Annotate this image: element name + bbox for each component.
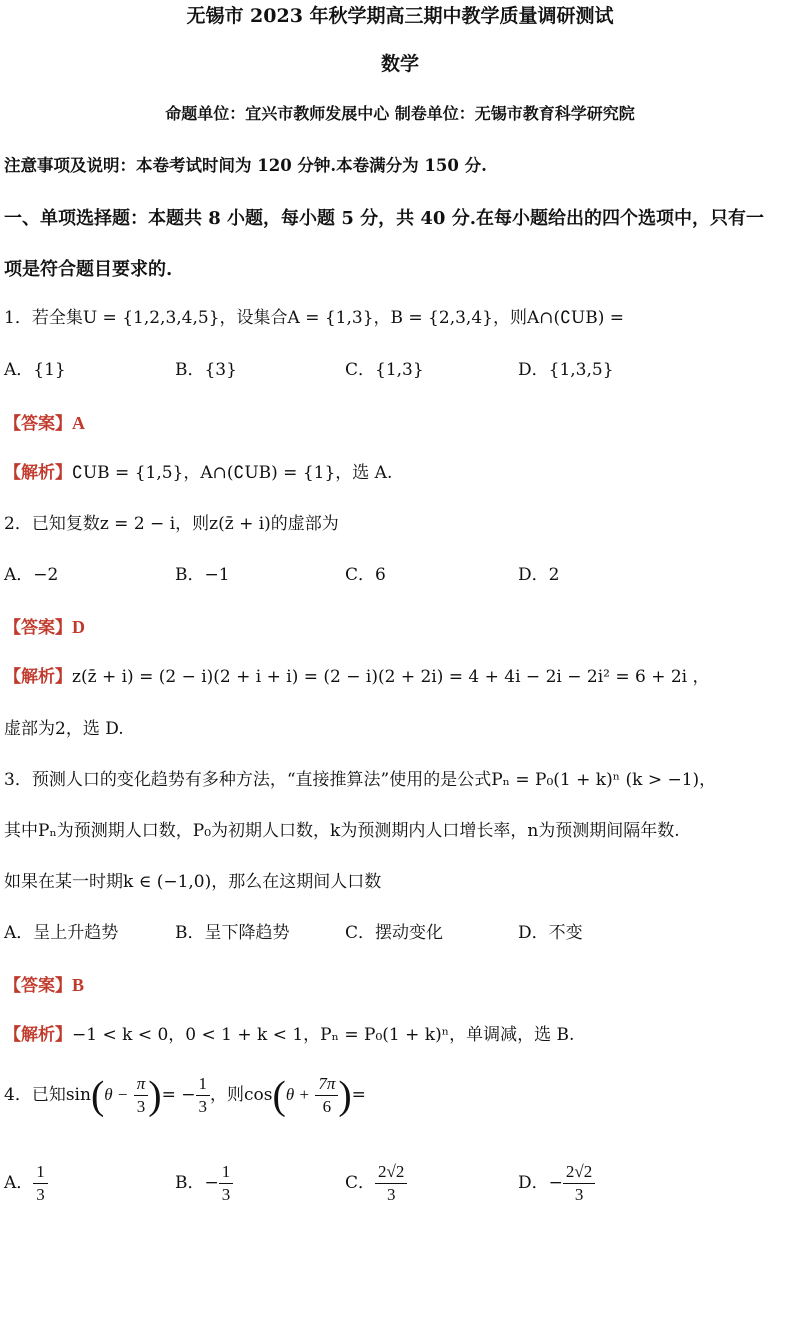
q1-analysis	[4, 461, 392, 485]
q4-option-b	[175, 1158, 233, 1208]
q3-analysis-text: −1 < k < 0，0 < 1 + k < 1，Pₙ = P₀(1 + k)ⁿ，单调减，选 B.	[72, 1025, 575, 1045]
answer-tag: 【答案】	[4, 976, 72, 996]
frac-den: 3	[386, 1185, 396, 1204]
q4-equals: = −	[161, 1085, 196, 1105]
q4-fraction-7pi-6	[315, 1073, 338, 1118]
option-label: B．	[175, 1173, 205, 1193]
answer-tag: 【答案】	[4, 618, 72, 638]
q4-option-c	[345, 1158, 407, 1208]
option-fraction	[563, 1161, 595, 1206]
option-sign: −	[548, 1173, 563, 1193]
q2-stem: 2．已知复数z = 2 − i，则z(z̄ + i)的虚部为	[4, 514, 339, 534]
option-fraction	[375, 1161, 407, 1206]
q4-equals-end: =	[351, 1085, 366, 1105]
q1-option-b: B．{3}	[175, 360, 237, 380]
q3-analysis	[4, 1023, 574, 1047]
option-fraction	[33, 1161, 48, 1206]
q2-option-b: B．−1	[175, 565, 230, 585]
q4-theta-plus: θ +	[285, 1085, 310, 1104]
exam-title: 无锡市 2023 年秋学期高三期中教学质量调研测试	[186, 5, 614, 27]
section-heading: 一、单项选择题：本题共 8 小题，每小题 5 分，共 40 分.在每小题给出的四个选项中，只有一	[4, 208, 764, 229]
option-label: C．	[345, 1173, 376, 1193]
q3-option-b: B．呈下降趋势	[175, 923, 290, 943]
analysis-tag: 【解析】	[4, 667, 72, 687]
q4-then: ，则cos	[210, 1085, 273, 1105]
q4-frac-den: 6	[322, 1097, 332, 1116]
exam-units: 命题单位：宜兴市教师发展中心 制卷单位：无锡市教育科学研究院	[165, 104, 635, 123]
section-heading-cont: 项是符合题目要求的.	[4, 259, 173, 280]
analysis-tag: 【解析】	[4, 1025, 72, 1045]
q4-frac-num: π	[134, 1073, 149, 1096]
q2-analysis-text: z(z̄ + i) = (2 − i)(2 + i + i) = (2 − i)(2 + 2i) = 4 + 4i − 2i − 2i² = 6 + 2i ，	[72, 667, 710, 687]
analysis-tag: 【解析】	[4, 463, 72, 483]
answer-tag: 【答案】	[4, 414, 72, 434]
q4-stem	[4, 1070, 366, 1120]
q3-option-a: A．呈上升趋势	[4, 923, 119, 943]
q1-option-d: D．{1,3,5}	[518, 360, 614, 380]
q3-stem-line2: 其中Pₙ为预测期人口数，P₀为初期人口数，k为预测期内人口增长率，n为预测期间隔年数.	[4, 821, 680, 841]
q1-answer-letter: A	[72, 413, 85, 433]
q1-answer	[4, 411, 85, 436]
q1-option-a: A．{1}	[4, 360, 66, 380]
q2-analysis	[4, 665, 710, 689]
left-paren: (	[90, 1072, 105, 1118]
q3-answer	[4, 973, 84, 998]
subject-title: 数学	[380, 53, 419, 75]
option-label: A．	[4, 1173, 34, 1193]
q4-fraction-1-3	[196, 1073, 211, 1118]
exam-notice: 注意事项及说明：本卷考试时间为 120 分钟.本卷满分为 150 分.	[4, 156, 487, 175]
frac-den: 3	[36, 1185, 45, 1204]
frac-den: 3	[221, 1185, 231, 1204]
frac-num: 1	[33, 1161, 48, 1184]
q4-frac-den: 3	[136, 1097, 146, 1116]
q2-answer-letter: D	[72, 617, 85, 637]
q1-stem: 1．若全集U = {1,2,3,4,5}，设集合A = {1,3}，B = {2,3,4}，则A∩(∁UB) =	[4, 308, 625, 328]
frac-num: 1	[219, 1161, 234, 1184]
right-paren: )	[148, 1072, 162, 1118]
q2-option-a: A．−2	[4, 565, 59, 585]
q1-option-c: C．{1,3}	[345, 360, 424, 380]
frac-den: 3	[574, 1185, 584, 1204]
q2-answer	[4, 615, 85, 640]
frac-num: 2√2	[375, 1161, 407, 1184]
q3-stem-line3: 如果在某一时期k ∈ (−1,0)，那么在这期间人口数	[4, 872, 382, 892]
q4-option-a	[4, 1158, 48, 1208]
q4-frac-num: 7π	[315, 1073, 338, 1096]
q4-theta-minus: θ −	[104, 1085, 129, 1104]
right-paren: )	[338, 1072, 352, 1118]
q2-analysis-cont: 虚部为2，选 D.	[4, 719, 124, 739]
q4-option-d	[518, 1158, 595, 1208]
option-label: D．	[518, 1173, 549, 1193]
option-sign: −	[204, 1173, 219, 1193]
q2-option-c: C．6	[345, 565, 386, 585]
q4-fraction-pi-3	[134, 1073, 149, 1118]
frac-num: 2√2	[563, 1161, 595, 1184]
option-fraction	[219, 1161, 234, 1206]
q2-option-d: D．2	[518, 565, 560, 585]
q4-prefix: 4．已知sin	[4, 1085, 91, 1105]
q4-frac-den: 3	[198, 1097, 208, 1116]
q3-answer-letter: B	[72, 975, 85, 995]
q3-option-c: C．摆动变化	[345, 923, 444, 943]
q4-frac-num: 1	[196, 1073, 211, 1096]
q3-stem-line1: 3．预测人口的变化趋势有多种方法，“直接推算法”使用的是公式Pₙ = P₀(1 + k)ⁿ (k > −1)，	[4, 770, 717, 790]
q3-option-d: D．不变	[518, 923, 583, 943]
q1-analysis-text: ∁UB = {1,5}，A∩(∁UB) = {1}，选 A.	[72, 463, 393, 483]
left-paren: (	[272, 1072, 286, 1118]
